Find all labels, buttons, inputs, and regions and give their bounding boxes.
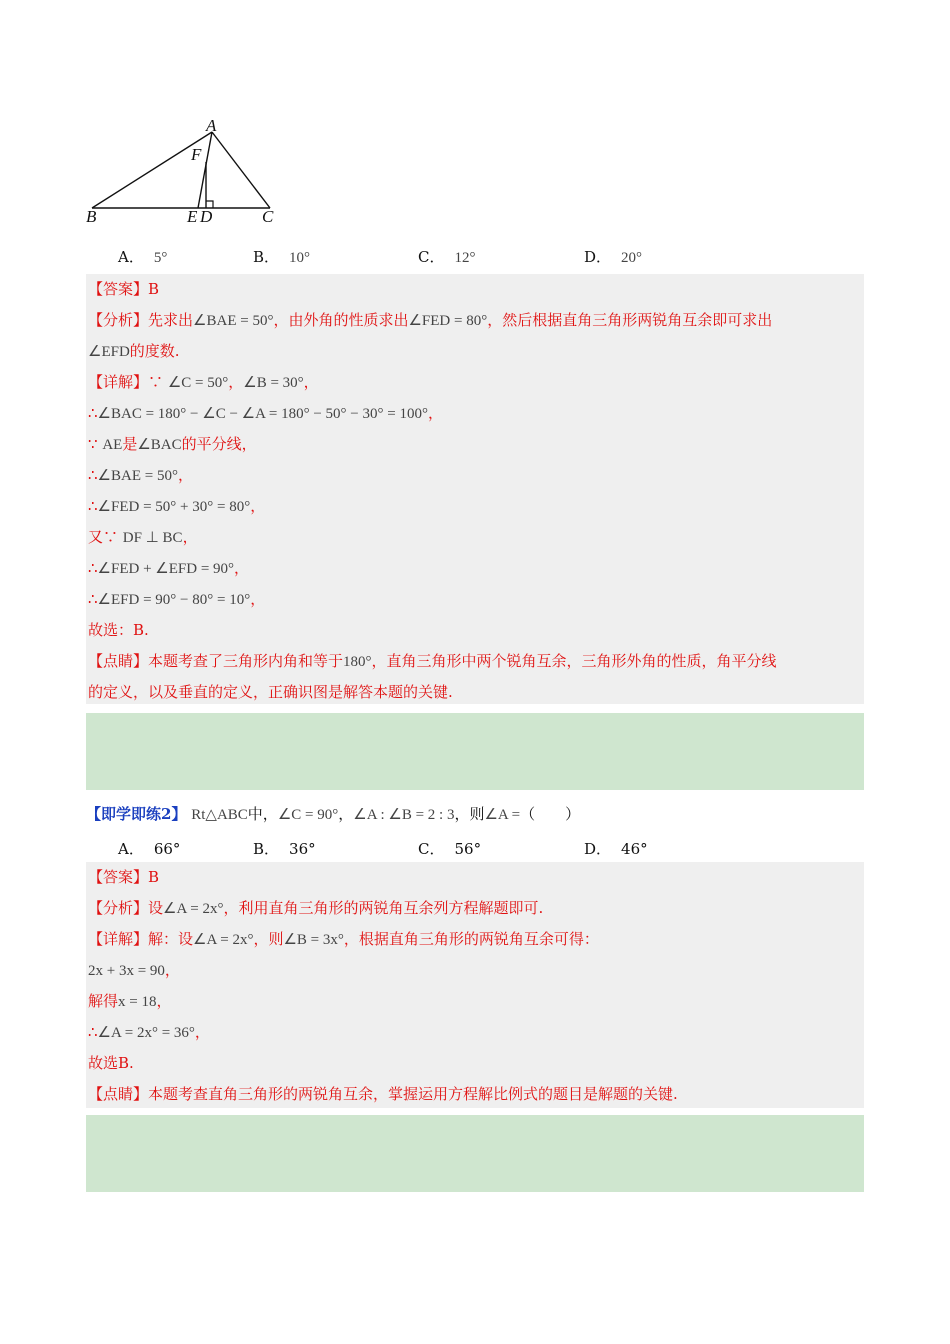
q1-option-d: D． 20° [584,248,643,266]
q1-option-c: C． 12° [418,248,476,266]
label-c: C [262,207,274,226]
q1-option-b: B． 10° [253,248,311,266]
q2-comment-line: 【点睛】本题考查直角三角形的两锐角互余，掌握运用方程解比例式的题目是解题的关键. [88,1085,678,1103]
q1-detail-line-1: 【详解】∵ ∠C = 50°，∠B = 30°， [88,373,319,391]
label-d: D [200,207,213,226]
side-ac [212,132,270,208]
q1-option-a: A． 5° [118,248,168,266]
q2-detail-line-4: ∴∠A = 2x° = 36°， [88,1023,210,1041]
q1-detail-line-5: ∴∠FED = 50° + 30° = 80°， [88,497,266,515]
q2-solution-box [86,862,864,1108]
q2-notes-area [86,1115,864,1192]
q1-answer-line: 【答案】B [88,280,160,298]
q1-detail-line-2: ∴∠BAC = 180° − ∠C − ∠A = 180° − 50° − 30° = 100°， [88,404,443,422]
q2-option-a: A． 66° [118,840,181,858]
q1-comment-line-2: 的定义，以及垂直的定义，正确识图是解答本题的关键. [88,683,453,701]
q2-answer-line: 【答案】B [88,868,160,886]
bisector-ae [198,132,212,208]
q1-detail-line-7: ∴∠FED + ∠EFD = 90°， [88,559,250,577]
q2-detail-line-3: 解得x = 18， [88,992,172,1010]
q2-option-b: B． 36° [253,840,316,858]
label-a: A [206,116,217,135]
q1-analysis-line-2: ∠EFD的度数. [88,342,180,360]
q2-option-d: D． 46° [584,840,648,858]
q1-notes-area [86,713,864,790]
q1-detail-line-8: ∴∠EFD = 90° − 80° = 10°， [88,590,266,608]
label-f: F [191,145,202,164]
q1-detail-line-4: ∴∠BAE = 50°， [88,466,193,484]
q2-detail-line-2: 2x + 3x = 90， [88,961,180,979]
q1-comment-line-1: 【点睛】本题考查了三角形内角和等于180°，直角三角形中两个锐角互余，三角形外角的性质，角平分线 [88,652,777,670]
q1-choose-line: 故选：B. [88,621,149,639]
q1-analysis-line-1: 【分析】先求出∠BAE = 50°，由外角的性质求出∠FED = 80°，然后根据直角三角形两锐角互余即可求出 [88,311,773,329]
q2-choose-line: 故选B. [88,1054,134,1072]
q1-detail-line-6: 又∵ DF ⊥ BC， [88,528,198,546]
q2-stem: 【即学即练2】 Rt△ABC中，∠C = 90°，∠A : ∠B = 2 : 3，则∠A =（ ） [86,805,581,823]
q2-analysis-line: 【分析】设∠A = 2x°，利用直角三角形的两锐角互余列方程解题即可. [88,899,544,917]
q1-detail-line-3: ∵ AE是∠BAC的平分线， [88,435,257,453]
side-ab [92,132,212,208]
q2-detail-line-1: 【详解】解：设∠A = 2x°，则∠B = 3x°，根据直角三角形的两锐角互余可得： [88,930,599,948]
q2-option-c: C． 56° [418,840,482,858]
triangle-figure [86,116,286,228]
q1-solution-box [86,274,864,704]
label-e: E [187,207,198,226]
label-b: B [86,207,97,226]
